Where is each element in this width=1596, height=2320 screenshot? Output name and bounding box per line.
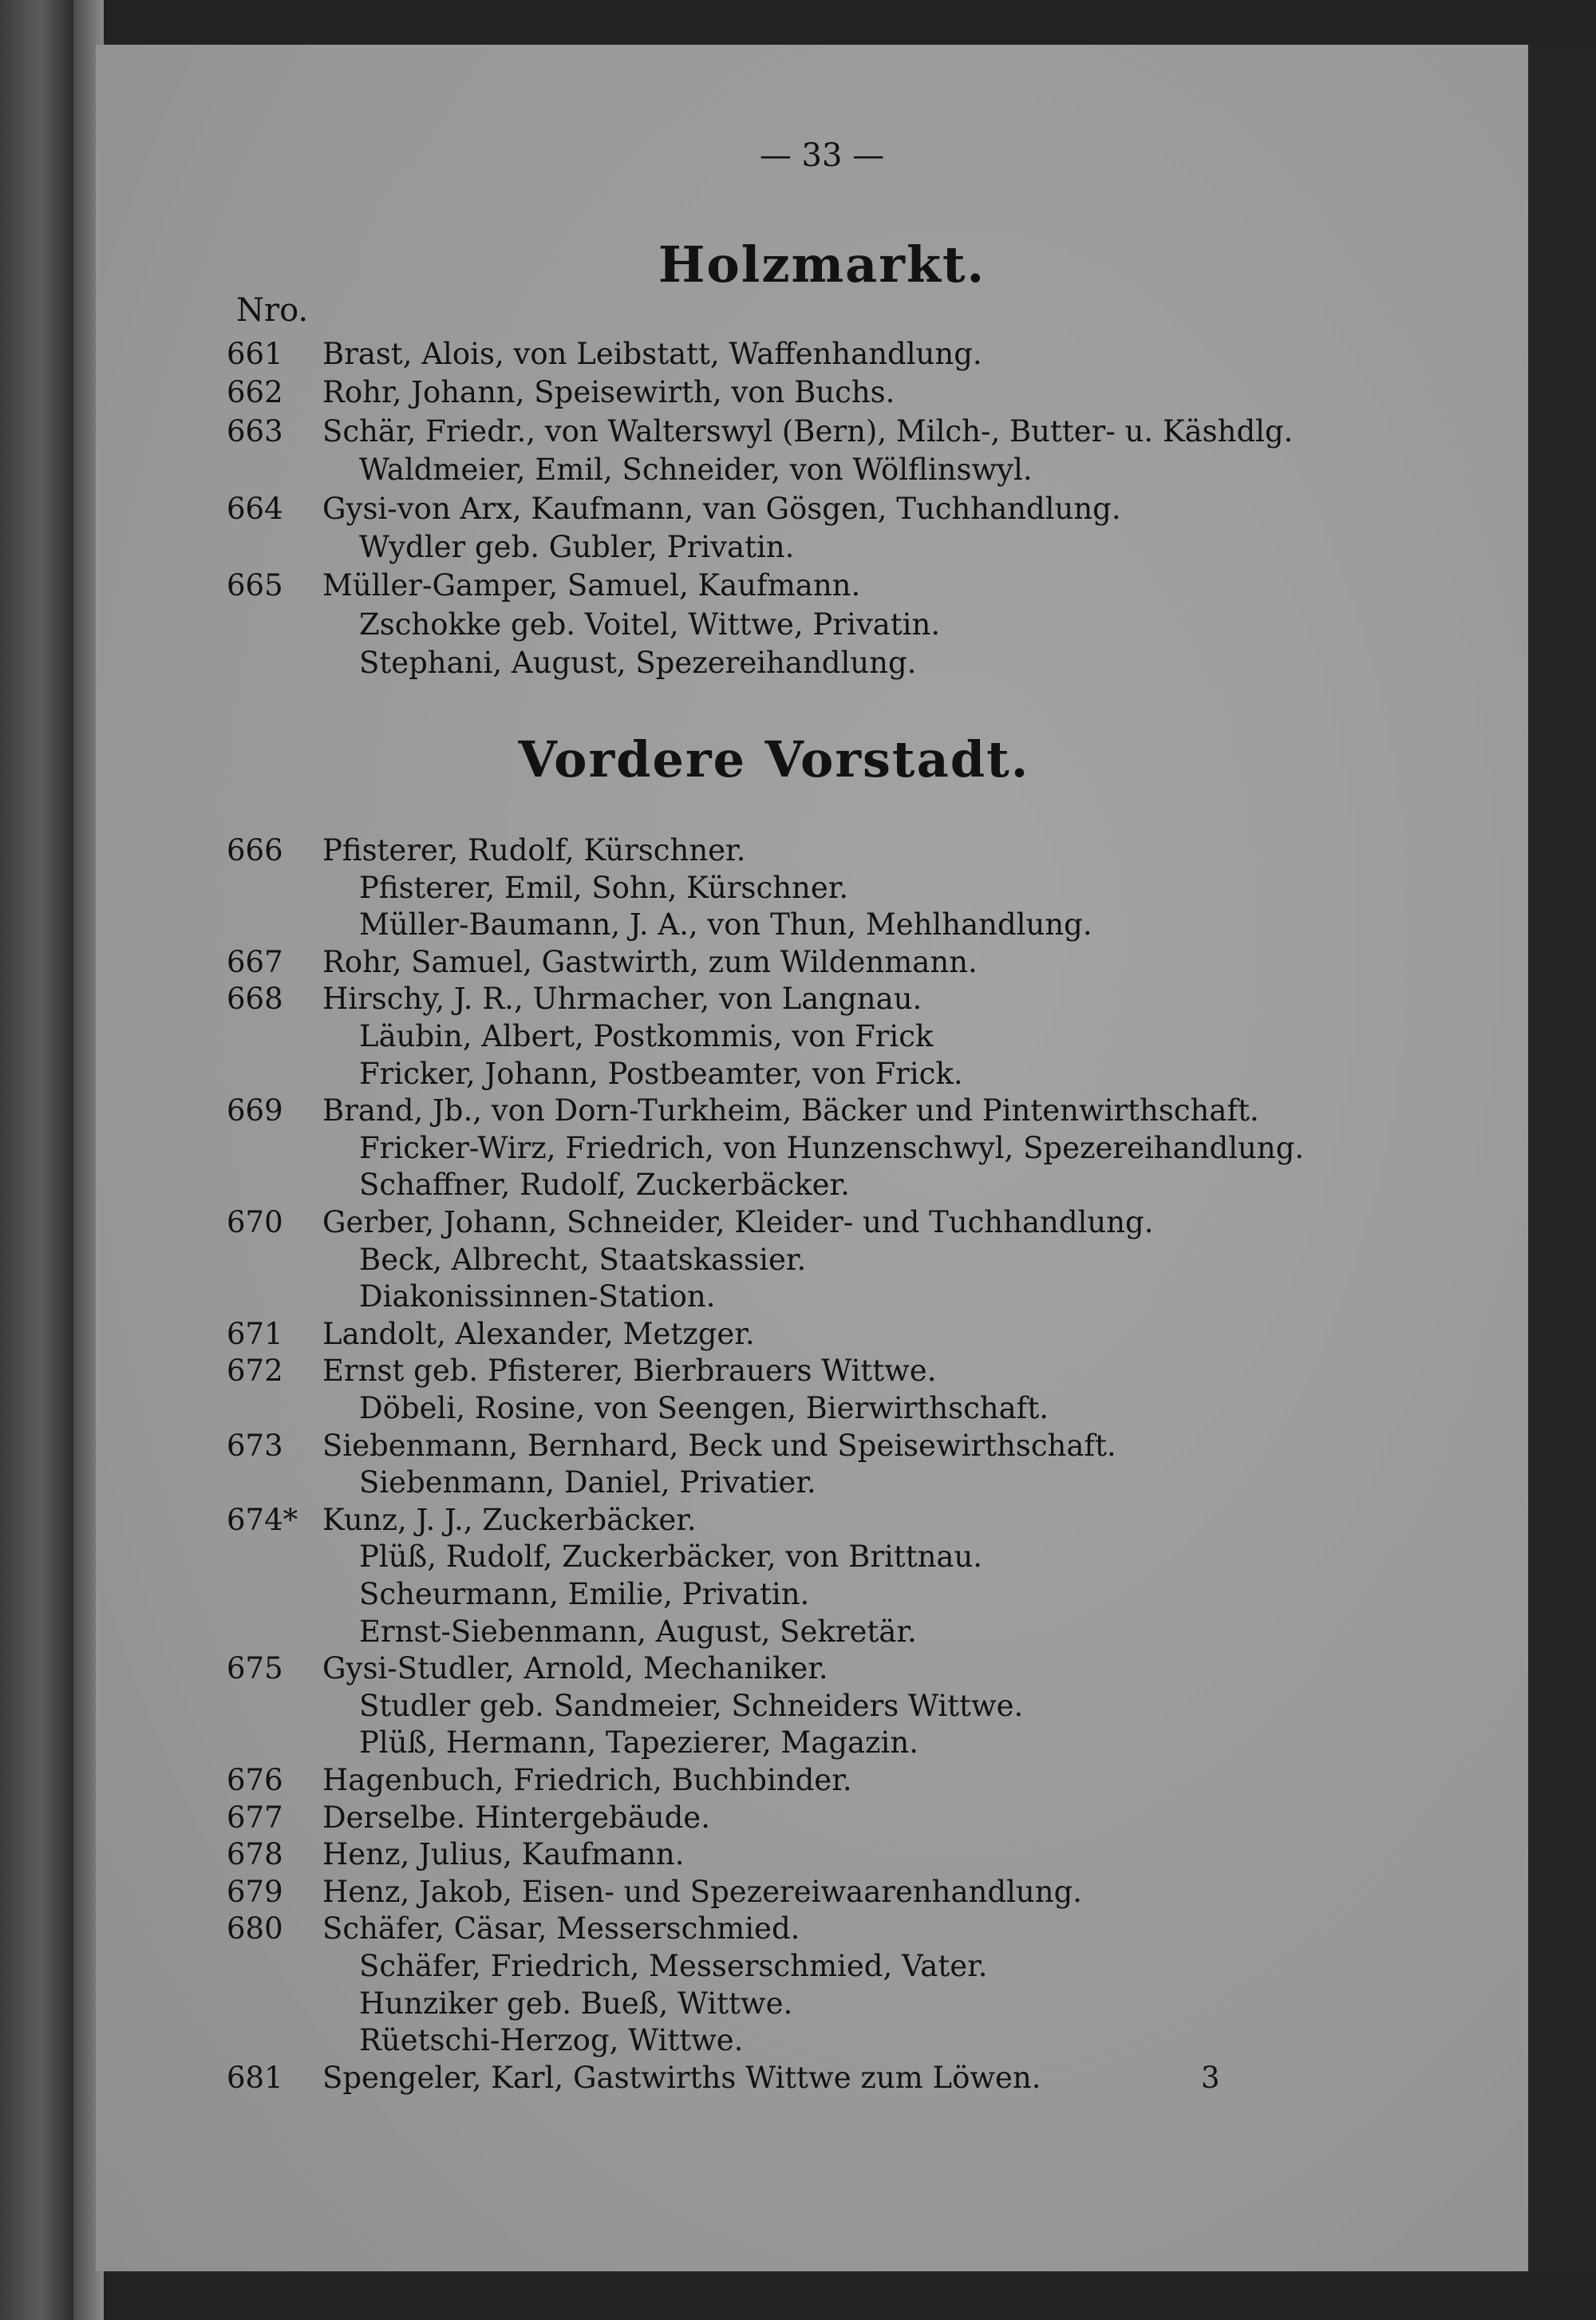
resident-entry: Wydler geb. Gubler, Privatin. <box>359 530 795 564</box>
resident-entry: Henz, Jakob, Eisen- und Spezereiwaarenhandlung. <box>322 1874 1083 1909</box>
list-item <box>0 451 1357 489</box>
house-number: 680 <box>227 1911 283 1947</box>
list-item <box>0 1836 1357 1874</box>
list-item <box>0 906 1357 944</box>
list-item <box>0 1799 1357 1837</box>
house-number: 674* <box>227 1502 298 1537</box>
list-item <box>0 1427 1357 1465</box>
list-item <box>0 1575 1357 1614</box>
resident-entry: Hagenbuch, Friedrich, Buchbinder. <box>322 1763 852 1797</box>
resident-entry: Diakonissinnen-Station. <box>359 1279 716 1314</box>
list-item <box>0 1203 1357 1242</box>
list-item <box>0 1166 1357 1204</box>
list-item <box>0 2022 1357 2060</box>
house-number: 662 <box>227 375 283 410</box>
resident-entry: Stephani, August, Spezereihandlung. <box>359 646 917 681</box>
resident-entry: Pfisterer, Emil, Sohn, Kürschner. <box>359 870 849 905</box>
house-number: 681 <box>227 2060 283 2095</box>
section-title-vordere-vorstadt: Vordere Vorstadt. <box>518 730 1030 788</box>
resident-entry: Brand, Jb., von Dorn-Turkheim, Bäcker und Pintenwirthschaft. <box>322 1093 1259 1128</box>
resident-entry: Müller-Gamper, Samuel, Kaufmann. <box>322 568 861 603</box>
resident-entry: Läubin, Albert, Postkommis, von Frick <box>359 1019 934 1053</box>
list-item <box>0 2059 1357 2097</box>
resident-entry: Spengeler, Karl, Gastwirths Wittwe zum Löwen. <box>322 2060 1041 2095</box>
list-item <box>0 1241 1357 1279</box>
house-number: 663 <box>227 413 283 449</box>
house-number: 679 <box>227 1874 283 1909</box>
resident-entry: Studler geb. Sandmeier, Schneiders Wittwe. <box>359 1688 1024 1723</box>
list-item <box>0 1278 1357 1316</box>
list-item <box>0 1873 1357 1911</box>
resident-entry: Waldmeier, Emil, Schneider, von Wölflinswyl. <box>359 453 1033 488</box>
house-number: 661 <box>227 337 283 371</box>
list-item <box>0 980 1357 1018</box>
resident-entry: Rohr, Samuel, Gastwirth, zum Wildenmann. <box>322 944 978 979</box>
house-number: 669 <box>227 1093 283 1128</box>
resident-entry: Gysi-von Arx, Kaufmann, van Gösgen, Tuchhandlung. <box>322 491 1121 526</box>
house-number: 671 <box>227 1316 283 1351</box>
list-item <box>0 1761 1357 1800</box>
list-item <box>0 413 1357 451</box>
list-item <box>0 490 1357 528</box>
list-item <box>0 567 1357 605</box>
resident-entry: Rüetschi-Herzog, Wittwe. <box>359 2023 744 2058</box>
resident-entry: Rohr, Johann, Speisewirth, von Buchs. <box>322 375 895 410</box>
resident-entry: Henz, Julius, Kaufmann. <box>322 1837 685 1872</box>
house-number: 665 <box>227 568 283 603</box>
list-item <box>0 1910 1357 1948</box>
list-item <box>0 1389 1357 1428</box>
resident-entry: Scheurmann, Emilie, Privatin. <box>359 1577 810 1611</box>
resident-entry: Brast, Alois, von Leibstatt, Waffenhandlung. <box>322 337 982 371</box>
resident-entry: Siebenmann, Bernhard, Beck und Speisewirthschaft. <box>322 1428 1116 1463</box>
list-item <box>0 644 1357 682</box>
resident-entry: Zschokke geb. Voitel, Wittwe, Privatin. <box>359 607 941 642</box>
list-item <box>0 1985 1357 2023</box>
house-number: 678 <box>227 1837 283 1872</box>
list-item <box>0 1724 1357 1762</box>
list-item <box>0 606 1357 644</box>
resident-entry: Schaffner, Rudolf, Zuckerbäcker. <box>359 1168 850 1203</box>
list-item <box>0 335 1357 373</box>
list-item <box>0 1947 1357 1986</box>
signature-mark: 3 <box>1201 2060 1220 2095</box>
resident-entry: Schäfer, Cäsar, Messerschmied. <box>322 1911 800 1947</box>
house-number: 672 <box>227 1354 283 1389</box>
resident-entry: Plüß, Hermann, Tapezierer, Magazin. <box>359 1725 918 1761</box>
resident-entry: Schäfer, Friedrich, Messerschmied, Vater. <box>359 1949 988 1983</box>
list-item <box>0 869 1357 907</box>
resident-entry: Kunz, J. J., Zuckerbäcker. <box>322 1502 697 1537</box>
resident-entry: Müller-Baumann, J. A., von Thun, Mehlhandlung. <box>359 907 1092 943</box>
house-number: 677 <box>227 1800 283 1835</box>
list-item <box>0 1501 1357 1539</box>
resident-entry: Siebenmann, Daniel, Privatier. <box>359 1465 816 1500</box>
house-number: 675 <box>227 1651 283 1686</box>
list-item <box>0 1129 1357 1168</box>
house-number: 673 <box>227 1428 283 1463</box>
resident-entry: Fricker-Wirz, Friedrich, von Hunzenschwyl, Spezereihandlung. <box>359 1130 1305 1165</box>
list-item <box>0 1315 1357 1354</box>
list-item <box>0 1092 1357 1130</box>
resident-entry: Hirschy, J. R., Uhrmacher, von Langnau. <box>322 982 922 1017</box>
list-item <box>0 943 1357 982</box>
resident-entry: Landolt, Alexander, Metzger. <box>322 1316 755 1351</box>
resident-entry: Derselbe. Hintergebäude. <box>322 1800 710 1835</box>
list-item <box>0 832 1357 870</box>
resident-entry: Schär, Friedr., von Walterswyl (Bern), Milch-, Butter- u. Käshdlg. <box>322 413 1294 449</box>
nro-column-label: Nro. <box>236 292 309 329</box>
house-number: 676 <box>227 1763 283 1797</box>
resident-entry: Döbeli, Rosine, von Seengen, Bierwirthschaft. <box>359 1391 1049 1425</box>
list-item <box>0 1055 1357 1093</box>
list-item <box>0 1613 1357 1651</box>
house-number: 666 <box>227 833 283 868</box>
list-item <box>0 528 1357 567</box>
list-item <box>0 1687 1357 1725</box>
house-number: 670 <box>227 1205 283 1239</box>
resident-entry: Gysi-Studler, Arnold, Mechaniker. <box>322 1651 828 1686</box>
resident-entry: Gerber, Johann, Schneider, Kleider- und Tuchhandlung. <box>322 1205 1154 1239</box>
resident-entry: Ernst-Siebenmann, August, Sekretär. <box>359 1614 917 1649</box>
list-item <box>0 1650 1357 1688</box>
house-number: 668 <box>227 982 283 1017</box>
page-number: — 33 — <box>759 137 885 174</box>
house-number: 667 <box>227 944 283 979</box>
resident-entry: Plüß, Rudolf, Zuckerbäcker, von Brittnau. <box>359 1539 983 1575</box>
list-item <box>0 373 1357 412</box>
list-item <box>0 1352 1357 1390</box>
list-item <box>0 1018 1357 1056</box>
resident-entry: Beck, Albrecht, Staatskassier. <box>359 1242 807 1277</box>
resident-entry: Ernst geb. Pfisterer, Bierbrauers Wittwe. <box>322 1354 937 1389</box>
list-item <box>0 1538 1357 1576</box>
house-number: 664 <box>227 491 283 526</box>
section-title-holzmarkt: Holzmarkt. <box>658 235 986 294</box>
resident-entry: Hunziker geb. Bueß, Wittwe. <box>359 1986 793 2021</box>
resident-entry: Pfisterer, Rudolf, Kürschner. <box>322 833 746 868</box>
resident-entry: Fricker, Johann, Postbeamter, von Frick. <box>359 1056 963 1091</box>
list-item <box>0 1464 1357 1502</box>
